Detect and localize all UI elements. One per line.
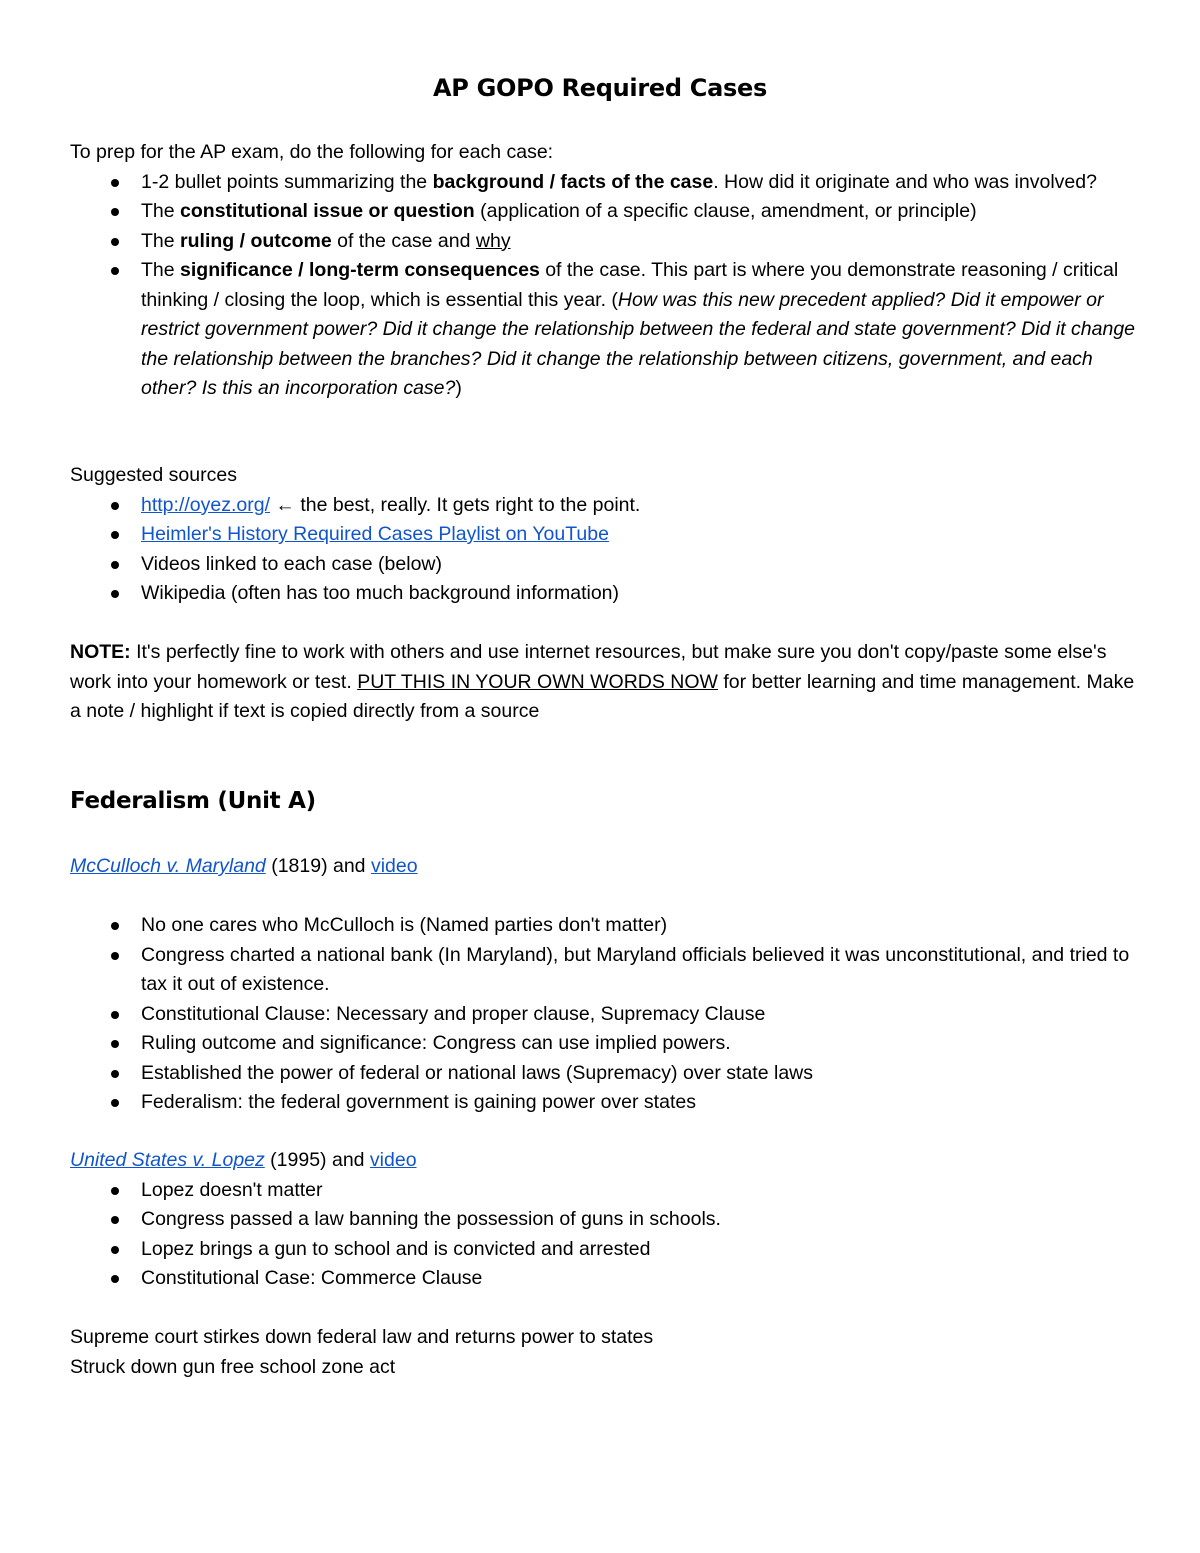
list-item — [70, 579, 1140, 609]
list-item — [70, 197, 1140, 227]
italic-text: How was this new precedent applied? Did it empower or restrict government power? Did it change the relationship between the federal and state government? Did it change the relationship between the branches? Did it change the relationship between citizens, government, and each other? Is this an incorporation case? — [141, 288, 1136, 399]
text: for better learning and time management. Make a note / highlight if text is copied directly from a source — [70, 670, 1135, 722]
list-item — [70, 520, 1140, 550]
text: . How did it originate and who was involved? — [713, 170, 1097, 193]
text: The — [141, 200, 181, 222]
case-lopez — [70, 1146, 1140, 1294]
list-item: Congress passed a law banning the possession of guns in schools. — [70, 1205, 1140, 1235]
bold-text: background / facts of the case — [432, 170, 714, 193]
list-item — [70, 550, 1140, 580]
text: of the case. This part is where you demonstrate reasoning / critical thinking / closing the loop, which is essential this year. ( — [141, 259, 1119, 311]
lopez-bullets — [70, 1176, 1140, 1294]
list-item: Constitutional Clause: Necessary and proper clause, Supremacy Clause — [70, 1000, 1140, 1030]
mcculloch-case-link[interactable]: McCulloch v. Maryland — [70, 855, 266, 877]
heimler-playlist-link[interactable]: Heimler's History Required Cases Playlist on YouTube — [141, 523, 609, 545]
lopez-case-link[interactable]: United States v. Lopez — [70, 1149, 265, 1171]
text: The — [141, 229, 181, 252]
text: Videos linked to each case (below) — [141, 552, 442, 575]
underlined-text: why — [475, 229, 511, 252]
case-mcculloch-notes — [70, 911, 1140, 1118]
note-paragraph — [70, 638, 1140, 727]
list-item: Ruling outcome and significance: Congress can use implied powers. — [70, 1029, 1140, 1059]
list-item: Lopez brings a gun to school and is convicted and arrested — [70, 1235, 1140, 1265]
summary-line: Supreme court stirkes down federal law and returns power to states — [70, 1326, 654, 1348]
list-item — [70, 256, 1140, 404]
underlined-text: PUT THIS IN YOUR OWN WORDS NOW — [357, 670, 718, 693]
list-item: Constitutional Case: Commerce Clause — [70, 1264, 1140, 1294]
bold-text: significance / long-term consequences — [180, 259, 540, 281]
list-item — [70, 227, 1140, 257]
case-mcculloch-heading — [70, 852, 1140, 882]
text: (1995) and — [264, 1149, 370, 1171]
list-item: Federalism: the federal government is gaining power over states — [70, 1088, 1140, 1118]
section-heading: Federalism (Unit A) — [70, 788, 316, 814]
text: It's perfectly fine to work with others and use internet resources, but make sure you don't copy/paste some else's work into your homework or test. — [70, 641, 1107, 693]
text: 1-2 bullet points summarizing the — [141, 170, 433, 193]
text: ← the best, really. It gets right to the point. — [270, 493, 641, 516]
bold-text: constitutional issue or question — [180, 200, 475, 222]
mcculloch-video-link[interactable]: video — [370, 855, 418, 877]
summary-line: Struck down gun free school zone act — [70, 1355, 396, 1378]
sources-block — [70, 461, 1140, 609]
mcculloch-bullets — [70, 911, 1140, 1118]
text: (application of a specific clause, amendment, or principle) — [474, 200, 977, 222]
text: of the case and — [331, 229, 476, 252]
list-item: No one cares who McCulloch is (Named parties don't matter) — [70, 911, 1140, 941]
sources-list — [70, 491, 1140, 609]
intro-text: To prep for the AP exam, do the following for each case: — [70, 141, 554, 163]
text: Wikipedia (often has too much background information) — [141, 582, 619, 604]
list-item — [70, 491, 1140, 521]
text: ) — [455, 377, 462, 399]
text: (1819) and — [265, 855, 371, 877]
list-item: Established the power of federal or national laws (Supremacy) over state laws — [70, 1059, 1140, 1089]
lopez-video-link[interactable]: video — [369, 1149, 417, 1171]
list-item: Lopez doesn't matter — [70, 1176, 1140, 1206]
text: The — [141, 259, 181, 281]
lopez-summary — [70, 1323, 1140, 1382]
oyez-link[interactable]: http://oyez.org/ — [141, 493, 270, 516]
note-label: NOTE: — [70, 641, 131, 663]
list-item: Congress charted a national bank (In Maryland), but Maryland officials believed it was unconstitutional, and tried to tax it out of existence. — [70, 941, 1140, 1000]
list-item — [70, 168, 1140, 198]
instructions-list — [70, 168, 1140, 404]
document-title: AP GOPO Required Cases — [433, 74, 767, 102]
sources-heading: Suggested sources — [70, 464, 237, 486]
bold-text: ruling / outcome — [180, 229, 332, 252]
instructions-block — [70, 138, 1140, 404]
